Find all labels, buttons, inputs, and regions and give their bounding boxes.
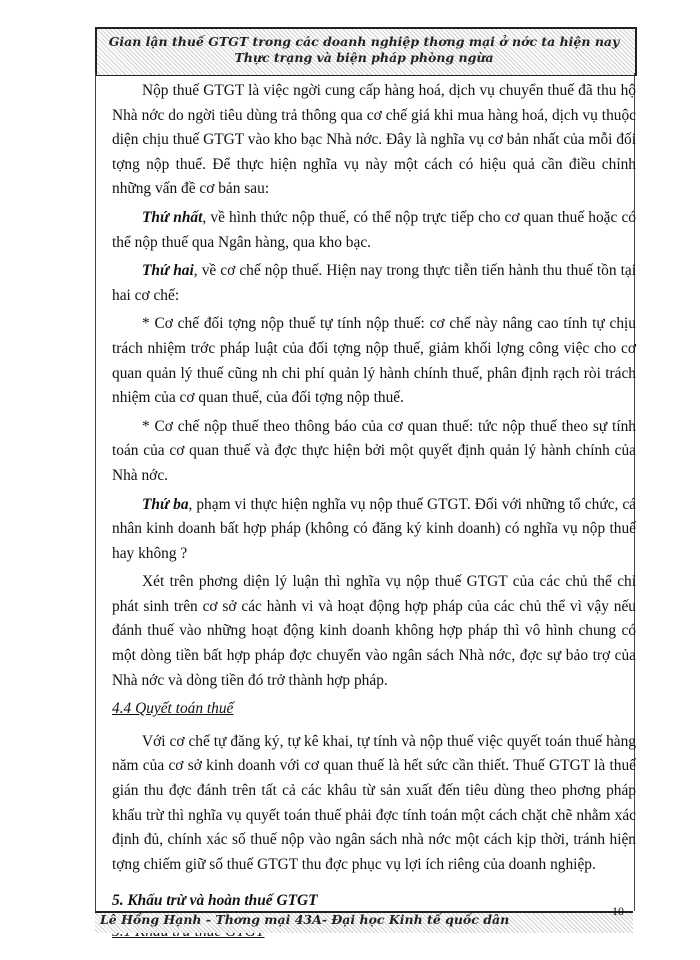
page-border-left [95,73,96,911]
heading-khau-tru-hoan-thue: 5. Khấu trừ và hoàn thuế GTGT [112,892,318,910]
lead-thu-nhat: Thứ nhất [142,208,203,226]
text-thu-hai: , về cơ chế nộp thuế. Hiện nay trong thực tiễn tiến hành thu thuế tồn tại hai cơ chế: [112,262,636,304]
paragraph-thu-nhat [112,206,636,255]
header-title-line2: Thực trạng và biện pháp phòng ngừa [234,50,494,65]
lead-thu-ba: Thứ ba [142,495,189,513]
paragraph-thu-hai [112,259,636,308]
paragraph-nop-thue: Nộp thuế GTGT là việc ngời cung cấp hàng hoá, dịch vụ chuyển thuế đã thu hộ Nhà nớc do ngời tiêu dùng trả thông qua cơ chế giá khi mua hàng hoá, dịch vụ thuộc diện chịu thuế GTGT vào kho bạc Nhà nớc. Đây là nghĩa vụ cơ bản nhất của mỗi đối tợng nộp thuế. Để thực hiện nghĩa vụ này một cách có hiệu quả cần điều chỉnh những vấn đề cơ bản sau: [112,82,636,198]
header-title-line1: Gian lận thuế GTGT trong các doanh nghiệp thơng mại ở nớc ta hiện nay [108,34,620,49]
running-header [95,34,633,66]
subheading-quyet-toan: 4.4 Quyết toán thuế [112,700,234,718]
page-number: 10 [612,904,624,918]
footer-author: Lê Hồng Hạnh - Thơng mại 43A- Đại học Kinh tế quốc dân [100,912,510,927]
bullet-tu-tinh: * Cơ chế đối tợng nộp thuế tự tính nộp thuế: cơ chế này nâng cao tính tự chịu trách nhiệm trớc pháp luật của đối tợng nộp thuế, giảm khối lợng công việc cho cơ quan quản lý thuế cũng nh chi phí quản lý hành chính thuế, phân định rạch ròi trách nhiệm của cơ quan thuế, của đối tợng nộp thuế. [112,315,636,407]
paragraph-thu-ba [112,493,636,567]
lead-thu-hai: Thứ hai [142,262,194,280]
text-thu-ba: , phạm vi thực hiện nghĩa vụ nộp thuế GTGT. Đối với những tổ chức, cá nhân kinh doanh bất hợp pháp (không có đăng ký kinh doanh) có nghĩa vụ nộp thuế hay không ? [112,495,637,562]
paragraph-ly-luan: Xét trên phơng diện lý luận thì nghĩa vụ nộp thuế GTGT của các chủ thể chỉ phát sinh trên cơ sở các hành vi và hoạt động hợp pháp của các chủ thể vì vậy nếu đánh thuế vào những hoạt động kinh doanh không hợp pháp thì vô hình chung có một dòng tiền bất hợp pháp đợc chuyển vào ngân sách Nhà nớc, đợc sự bảo trợ của Nhà nớc và dòng tiền đó trở thành hợp pháp. [112,573,636,689]
bullet-thong-bao: * Cơ chế nộp thuế theo thông báo của cơ quan thuế: tức nộp thuế theo sự tính toán của cơ quan thuế và đợc thực hiện bởi một quyết định quản lý hành chính của Nhà nớc. [112,417,636,484]
paragraph-quyet-toan: Với cơ chế tự đăng ký, tự kê khai, tự tính và nộp thuế việc quyết toán thuế hàng năm của cơ sở kinh doanh với cơ quan thuế là hết sức cần thiết. Thuế GTGT là thuế gián thu đợc đánh trên tất cả các khâu từ sản xuất đến tiêu dùng theo phơng pháp khấu trừ thì nghĩa vụ quyết toán thuế phải đợc tính toán một cách chặt chẽ nhằm xác định đủ, chính xác số thuế nộp vào ngân sách nhà nớc một cách kịp thời, tránh hiện tợng chiếm giữ số thuế GTGT thu đợc phục vụ lợi ích riêng của doanh nghiệp. [112,732,636,873]
body-text [112,79,636,945]
text-thu-nhat: , về hình thức nộp thuế, có thể nộp trực tiếp cho cơ quan thuế hoặc có thể nộp thuế qua Ngân hàng, qua kho bạc. [112,208,636,251]
